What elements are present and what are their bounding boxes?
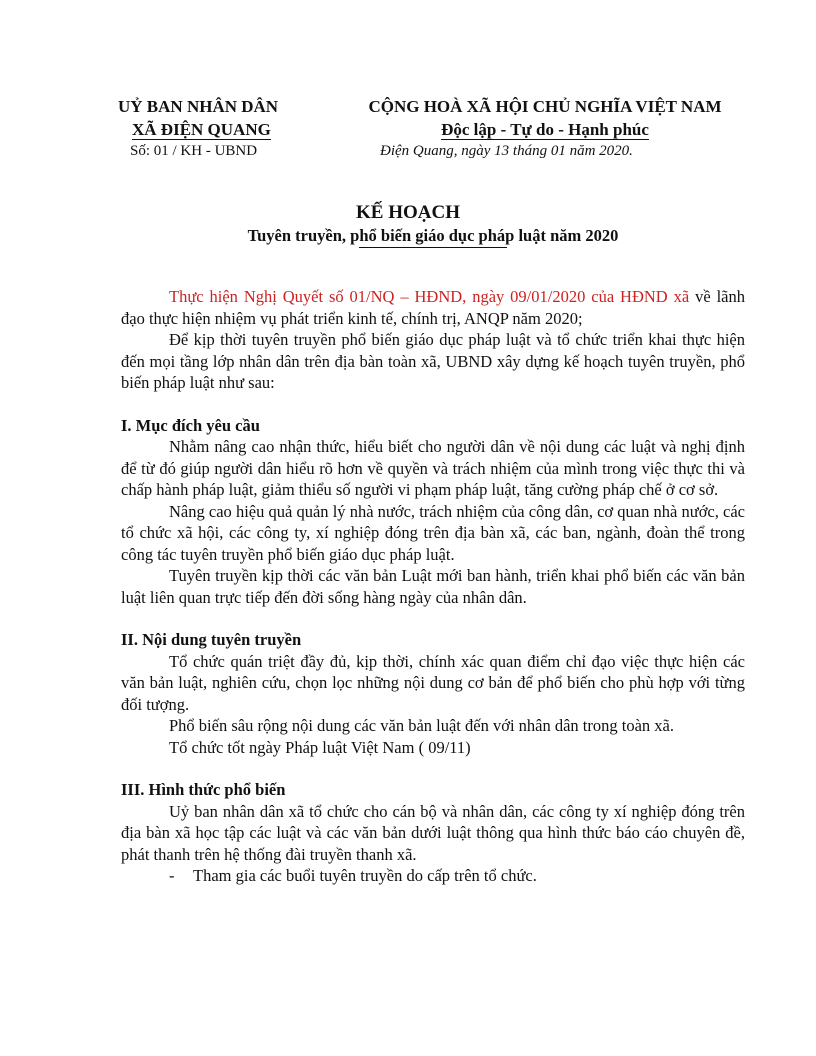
document-subtitle: Tuyên truyền, phổ biến giáo dục pháp luật năm 2020: [247, 226, 619, 245]
intro-continuation: về lãnh đạo thực hiện nhiệm vụ phát triển kinh tế, chính trị, ANQP năm 2020;: [121, 287, 745, 328]
document-body: [121, 286, 745, 887]
section-heading-2: II. Nội dung tuyên truyền: [121, 630, 302, 649]
intro-paragraph-1: [121, 286, 745, 329]
intro-paragraph-2: Để kịp thời tuyên truyền phổ biến giáo dục pháp luật và tổ chức triển khai thực hiện đến mọi tầng lớp nhân dân trên địa bàn toàn xã, UBND xây dựng kế hoạch tuyên truyền, phổ biến pháp luật như sau:: [121, 330, 745, 392]
national-motto: Độc lập - Tự do - Hạnh phúc: [441, 120, 649, 139]
section2-paragraph-3: Tổ chức tốt ngày Pháp luật Việt Nam ( 09/11): [169, 737, 471, 757]
bullet-item: [121, 865, 745, 887]
section1-paragraph-1: Nhằm nâng cao nhận thức, hiểu biết cho người dân về nội dung các luật và nghị định để từ đó giúp người dân hiểu rõ hơn về quyền và trách nhiệm của mình trong việc thực thi và chấp hành pháp luật, giảm thiểu số người vi phạm pháp luật, tăng cường pháp chế ở cơ sở.: [121, 437, 745, 499]
agency-header: [118, 95, 308, 161]
section1-paragraph-3: Tuyên truyền kịp thời các văn bản Luật mới ban hành, triển khai phổ biến các văn bản luật liên quan trực tiếp đến đời sống hàng ngày của nhân dân.: [121, 566, 745, 607]
section2-paragraph-2: Phổ biến sâu rộng nội dung các văn bản luật đến với nhân dân trong toàn xã.: [169, 716, 674, 735]
document-title: KẾ HOẠCH: [356, 202, 460, 223]
intro-highlight: Thực hiện Nghị Quyết số 01/NQ – HĐND, ngày 09/01/2020 của HĐND xã: [169, 287, 690, 306]
national-header: [340, 95, 750, 161]
section-heading-3: III. Hình thức phổ biến: [121, 780, 286, 799]
commune-name: XÃ ĐIỆN QUANG: [132, 120, 271, 139]
bullet-dash: -: [169, 866, 175, 885]
section2-paragraph-1: Tổ chức quán triệt đầy đủ, kịp thời, chính xác quan điểm chỉ đạo việc thực hiện các văn bản luật, nghiên cứu, chọn lọc những nội dung cơ bản để phổ biến cho phù hợp với từng đối tượng.: [121, 651, 745, 714]
national-title: CỘNG HOÀ XÃ HỘI CHỦ NGHĨA VIỆT NAM: [368, 97, 722, 116]
document-number: Số: 01 / KH - UBND: [130, 143, 258, 159]
section3-paragraph-1: Uỷ ban nhân dân xã tổ chức cho cán bộ và nhân dân, các công ty xí nghiệp đóng trên địa bàn xã học tập các luật và các văn bản dưới luật thông qua hình thức báo cáo chuyên đề, phát thanh trên hệ thống đài truyền thanh xã.: [121, 801, 745, 864]
section-heading-1: I. Mục đích yêu cầu: [121, 415, 260, 435]
bullet-text: Tham gia các buổi tuyên truyền do cấp trên tổ chức.: [193, 866, 537, 885]
subtitle-rule: [359, 247, 507, 248]
place-date: Điện Quang, ngày 13 tháng 01 năm 2020.: [380, 143, 633, 159]
agency-name: UỶ BAN NHÂN DÂN: [118, 97, 279, 116]
section1-paragraph-2: Nâng cao hiệu quả quản lý nhà nước, trách nhiệm của công dân, cơ quan nhà nước, các tổ chức xã hội, các công ty, xí nghiệp đóng trên địa bàn xã, các ban, ngành, đoàn thể trong công tác tuyên truyền phổ biến giáo dục pháp luật.: [121, 501, 745, 564]
